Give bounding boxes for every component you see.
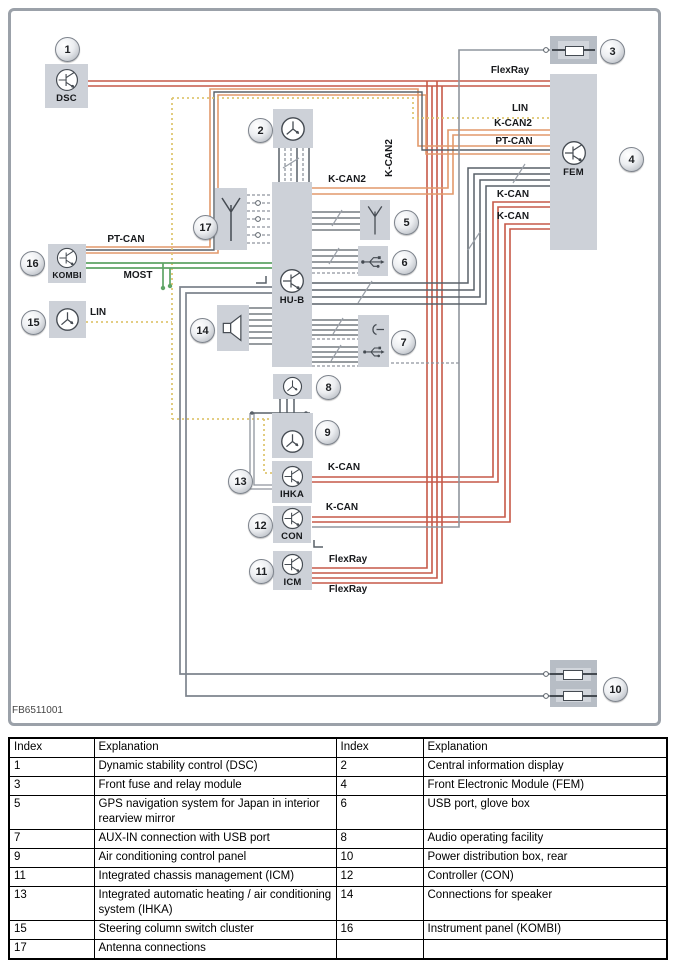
- table-row: [9, 757, 667, 776]
- speaker-icon: [221, 312, 245, 344]
- callout-9: 9: [315, 420, 340, 445]
- table-header-explanation-2: Explanation: [423, 738, 667, 757]
- bus-label-lin-top: LIN: [511, 103, 529, 114]
- callout-12: 12: [248, 513, 273, 538]
- operating-unit-icon: [55, 307, 80, 332]
- table-row: [9, 829, 667, 848]
- control-unit-icon: [56, 247, 78, 269]
- callout-4: 4: [619, 147, 644, 172]
- table-cell: 2: [336, 757, 423, 776]
- table-cell: 7: [9, 829, 94, 848]
- module-con: [273, 506, 311, 543]
- module-dsc: [45, 64, 88, 108]
- callout-1: 1: [55, 37, 80, 62]
- usb-icon: [362, 344, 386, 359]
- table-cell: Audio operating facility: [423, 829, 667, 848]
- bus-label-kcan2-hub: K-CAN2: [328, 174, 366, 185]
- module-label-hub: HU-B: [279, 295, 305, 306]
- table-cell: Integrated chassis management (ICM): [94, 867, 336, 886]
- module-ihka: [272, 461, 312, 503]
- table-cell: 13: [9, 886, 94, 920]
- table-row: [9, 867, 667, 886]
- bus-label-ptcan-top: PT-CAN: [495, 136, 533, 147]
- aux-jack-icon: [364, 323, 384, 336]
- operating-unit-icon: [280, 116, 306, 142]
- module-icm: [273, 551, 312, 590]
- table-cell: 10: [336, 848, 423, 867]
- control-unit-icon: [281, 465, 304, 488]
- callout-16: 16: [20, 251, 45, 276]
- bus-label-kcan-con: K-CAN: [325, 502, 359, 513]
- bus-label-flexray-top: FlexRay: [490, 65, 530, 76]
- fuse-icon: [563, 670, 583, 680]
- control-unit-icon: [55, 68, 79, 92]
- table-row: [9, 848, 667, 867]
- table-cell: Instrument panel (KOMBI): [423, 920, 667, 939]
- callout-3: 3: [600, 39, 625, 64]
- table-cell: USB port, glove box: [423, 795, 667, 829]
- table-cell: 9: [9, 848, 94, 867]
- table-cell: [423, 939, 667, 959]
- table-cell: Connections for speaker: [423, 886, 667, 920]
- module-kombi: [48, 244, 86, 283]
- table-header-index-2: Index: [336, 738, 423, 757]
- module-usb-glovebox: [358, 246, 388, 276]
- module-fem: [550, 74, 597, 250]
- table-cell: 14: [336, 886, 423, 920]
- callout-14: 14: [190, 318, 215, 343]
- usb-icon: [360, 253, 386, 270]
- bus-label-most: MOST: [123, 270, 153, 281]
- table-header-row: [9, 738, 667, 757]
- bus-label-kcan2-top: K-CAN2: [494, 118, 532, 129]
- table-cell: 3: [9, 776, 94, 795]
- table-cell: Power distribution box, rear: [423, 848, 667, 867]
- bus-label-kcan-fem-1: K-CAN: [496, 189, 530, 200]
- bus-label-kcan-ihka: K-CAN: [327, 462, 361, 473]
- bus-label-flexray-icm-top: FlexRay: [328, 554, 368, 565]
- table-row: [9, 939, 667, 959]
- module-label-con: CON: [281, 531, 303, 543]
- callout-7: 7: [391, 330, 416, 355]
- table-cell: Front Electronic Module (FEM): [423, 776, 667, 795]
- table-cell: Steering column switch cluster: [94, 920, 336, 939]
- module-front-fuse-relay: [550, 36, 597, 64]
- table-cell: AUX-IN connection with USB port: [94, 829, 336, 848]
- table-header-index-1: Index: [9, 738, 94, 757]
- control-unit-icon: [561, 140, 587, 166]
- module-antenna-connections: [215, 188, 247, 250]
- callout-5: 5: [394, 210, 419, 235]
- table-row: [9, 886, 667, 920]
- module-steering-column-switch: [49, 301, 86, 338]
- table-cell: GPS navigation system for Japan in interior rearview mirror: [94, 795, 336, 829]
- table-cell: 5: [9, 795, 94, 829]
- antenna-icon: [365, 203, 385, 237]
- bus-label-kcan-fem-2: K-CAN: [496, 211, 530, 222]
- module-ac-control-panel: [272, 413, 313, 458]
- table-cell: Antenna connections: [94, 939, 336, 959]
- module-label-dsc: DSC: [56, 93, 77, 105]
- legend-table: [8, 737, 668, 960]
- table-cell: Front fuse and relay module: [94, 776, 336, 795]
- table-row: [9, 776, 667, 795]
- fuse-icon: [565, 46, 584, 56]
- bus-label-lin-15: LIN: [90, 307, 107, 318]
- module-hub: [272, 182, 312, 367]
- bus-label-flexray-icm-bottom: FlexRay: [328, 584, 368, 595]
- bus-label-kcan2-vertical: K-CAN2: [384, 139, 395, 177]
- module-label-fem: FEM: [563, 167, 584, 178]
- table-cell: 17: [9, 939, 94, 959]
- callout-11: 11: [249, 559, 274, 584]
- operating-unit-icon: [282, 376, 303, 397]
- callout-8: 8: [316, 375, 341, 400]
- operating-unit-icon: [280, 429, 305, 454]
- module-gps-antenna: [360, 200, 390, 240]
- callout-2: 2: [248, 118, 273, 143]
- module-speaker-connections: [217, 305, 249, 351]
- antenna-icon: [220, 193, 242, 245]
- table-header-explanation-1: Explanation: [94, 738, 336, 757]
- module-power-distribution-rear: [550, 660, 597, 707]
- callout-17: 17: [193, 215, 218, 240]
- table-row: [9, 795, 667, 829]
- table-cell: 12: [336, 867, 423, 886]
- legend-table-body: [9, 757, 667, 959]
- table-cell: 11: [9, 867, 94, 886]
- table-cell: Central information display: [423, 757, 667, 776]
- table-cell: Controller (CON): [423, 867, 667, 886]
- fuse-icon: [563, 691, 583, 701]
- control-unit-icon: [281, 507, 304, 530]
- table-row: [9, 920, 667, 939]
- module-auxin-usb: [358, 315, 389, 367]
- table-cell: 16: [336, 920, 423, 939]
- diagram-code: FB6511001: [12, 705, 63, 716]
- callout-6: 6: [392, 250, 417, 275]
- table-cell: Dynamic stability control (DSC): [94, 757, 336, 776]
- table-cell: 15: [9, 920, 94, 939]
- table-cell: Air conditioning control panel: [94, 848, 336, 867]
- module-cid: [273, 109, 313, 148]
- control-unit-icon: [279, 268, 305, 294]
- module-label-ihka: IHKA: [279, 488, 305, 500]
- callout-15: 15: [21, 310, 46, 335]
- module-audio-facility: [273, 374, 312, 399]
- table-cell: 1: [9, 757, 94, 776]
- module-label-kombi: KOMBI: [52, 270, 82, 281]
- module-label-icm: ICM: [283, 577, 302, 589]
- legend-table-container: [8, 737, 668, 960]
- table-cell: 4: [336, 776, 423, 795]
- control-unit-icon: [281, 553, 304, 576]
- table-cell: [336, 939, 423, 959]
- bus-label-ptcan-kombi: PT-CAN: [107, 234, 145, 245]
- table-cell: 8: [336, 829, 423, 848]
- callout-13: 13: [228, 469, 253, 494]
- table-cell: 6: [336, 795, 423, 829]
- callout-10: 10: [603, 677, 628, 702]
- table-cell: Integrated automatic heating / air conditioning system (IHKA): [94, 886, 336, 920]
